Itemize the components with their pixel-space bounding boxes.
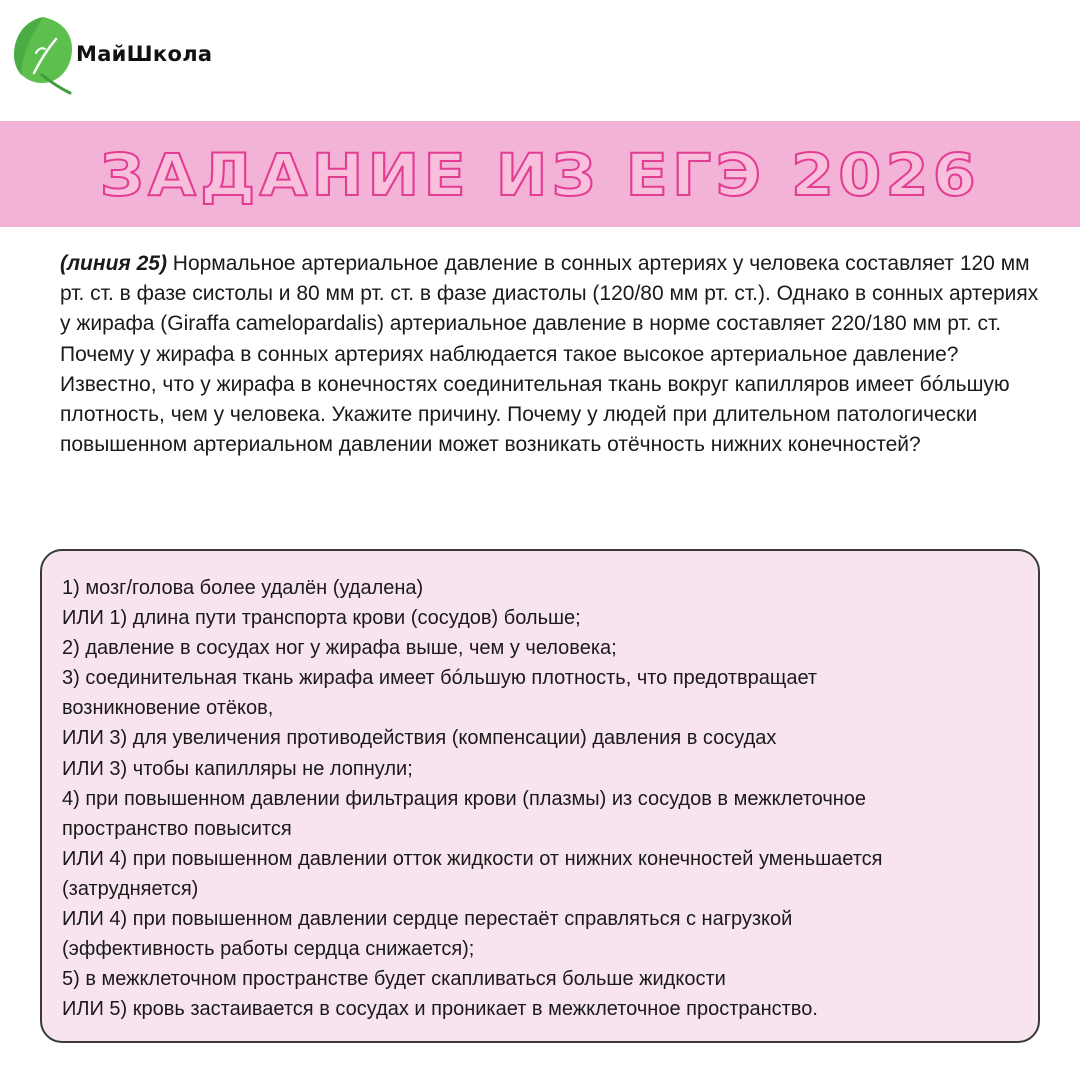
answer-line: 4) при повышенном давлении фильтрация крови (плазмы) из сосудов в межклеточное: [62, 787, 867, 810]
answer-box: [40, 549, 1040, 1043]
brand-name: МайШкола: [76, 42, 213, 66]
answer-line: (эффективность работы сердца снижается);: [62, 938, 475, 961]
answer-line: (затрудняется): [62, 877, 199, 900]
answer-line: 1) мозг/голова более удалён (удалена): [62, 577, 424, 599]
leaf-icon: [12, 13, 74, 95]
question-line-label: (линия 25): [60, 252, 167, 275]
answer-line: ИЛИ 3) для увеличения противодействия (компенсации) давления в сосудах: [62, 727, 777, 750]
brand-logo: [12, 12, 212, 96]
answer-list: [62, 573, 1022, 1024]
answer-line: ИЛИ 4) при повышенном давлении сердце перестаёт справляться с нагрузкой: [62, 908, 793, 931]
question-body: Нормальное артериальное давление в сонных артериях у человека составляет 120 мм рт. ст. в фазе систолы и 80 мм рт. ст. в фазе диастолы (120/80 мм рт. ст.). Однако в сонных артериях у жирафа (Giraffa camelopardalis) артериальное давление в норме составляет 220/180 мм рт. ст. Почему у жирафа в сонных артериях наблюдается такое высокое артериальное давление? Известно, что у жирафа в конечностях соединительная ткань вокруг капилляров имеет бóльшую плотность, чем у человека. Укажите причину. Почему у людей при длительном патологически повышенном артериальном давлении может возникать отёчность нижних конечностей?: [60, 252, 1039, 457]
page-title: ЗАДАНИЕ ИЗ ЕГЭ 2026: [100, 141, 981, 209]
answer-line: пространство повысится: [62, 817, 292, 840]
answer-line: ИЛИ 3) чтобы капилляры не лопнули;: [62, 757, 413, 780]
answer-line: возникновение отёков,: [62, 697, 274, 720]
answer-line: 3) соединительная ткань жирафа имеет бóльшую плотность, что предотвращает: [62, 667, 818, 690]
question-text: [60, 249, 1040, 460]
answer-line: ИЛИ 4) при повышенном давлении отток жидкости от нижних конечностей уменьшается: [62, 847, 883, 870]
answer-line: 2) давление в сосудах ног у жирафа выше, чем у человека;: [62, 637, 617, 660]
answer-line: ИЛИ 1) длина пути транспорта крови (сосудов) больше;: [62, 607, 581, 630]
title-band: [0, 121, 1080, 227]
answer-line: ИЛИ 5) кровь застаивается в сосудах и проникает в межклеточное пространство.: [62, 998, 818, 1021]
answer-line: 5) в межклеточном пространстве будет скапливаться больше жидкости: [62, 968, 726, 991]
